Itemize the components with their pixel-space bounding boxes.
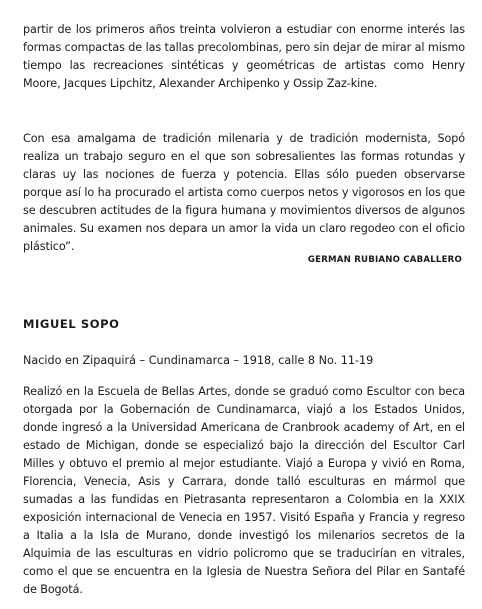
section-heading: MIGUEL SOPO bbox=[23, 317, 120, 331]
paragraph-intro-continuation: partir de los primeros años treinta volvieron a estudiar con enorme interés las formas compactas de las tallas precolombinas, pero sin dejar de mirar al mismo tiempo las recreaciones sintéticas y geométricas de artistas como Henry Moore, Jacques Lipchitz, Alexander Archipenko y Ossip Zaz-kine. bbox=[23, 23, 465, 90]
author-signature: GERMAN RUBIANO CABALLERO bbox=[307, 255, 462, 265]
paragraph-biography: Realizó en la Escuela de Bellas Artes, donde se graduó como Escultor con beca otorgada por la Gobernación de Cundinamarca, viajó a los Estados Unidos, donde ingresó a la Universidad Americana de Cranbrook academy of Art, en el estado de Michigan, donde se especializó bajo la dirección del Escultor Carl Milles y obtuvo el premio al mejor estudiante. Viajó a Europa y vivió en Roma, Florencia, Venecia, Asis y Carrara, donde talló esculturas en mármol que sumadas a las fundidas en Pietrasanta representaron a Colombia en la XXIX exposición internacional de Venecia en 1957. Visitó España y Francia y regreso a Italia a la Isla de Murano, donde investigó los milenarios secretos de la Alquimia de las esculturas en vidrio policromo que se traducirían en vitrales, como el que se encuentra en la Iglesia de Nuestra Señora del Pilar en Santafé de Bogotá. bbox=[23, 385, 465, 596]
paragraph-critique: Con esa amalgama de tradición milenaria y de tradición modernista, Sopó realiza un trabajo seguro en el que son sobresalientes las formas rotundas y claras uy las nociones de fuerza y potencia. Ellas sólo pueden observarse porque así lo ha procurado el artista como cuerpos netos y vigorosos en los que se descubren actitudes de la figura humana y movimientos diversos de algunos animales. Su examen nos depara un amor la vida un claro regodeo con el oficio plástico”. bbox=[23, 132, 465, 253]
birth-line: Nacido en Zipaquirá – Cundinamarca – 1918, calle 8 No. 11-19 bbox=[23, 354, 374, 367]
